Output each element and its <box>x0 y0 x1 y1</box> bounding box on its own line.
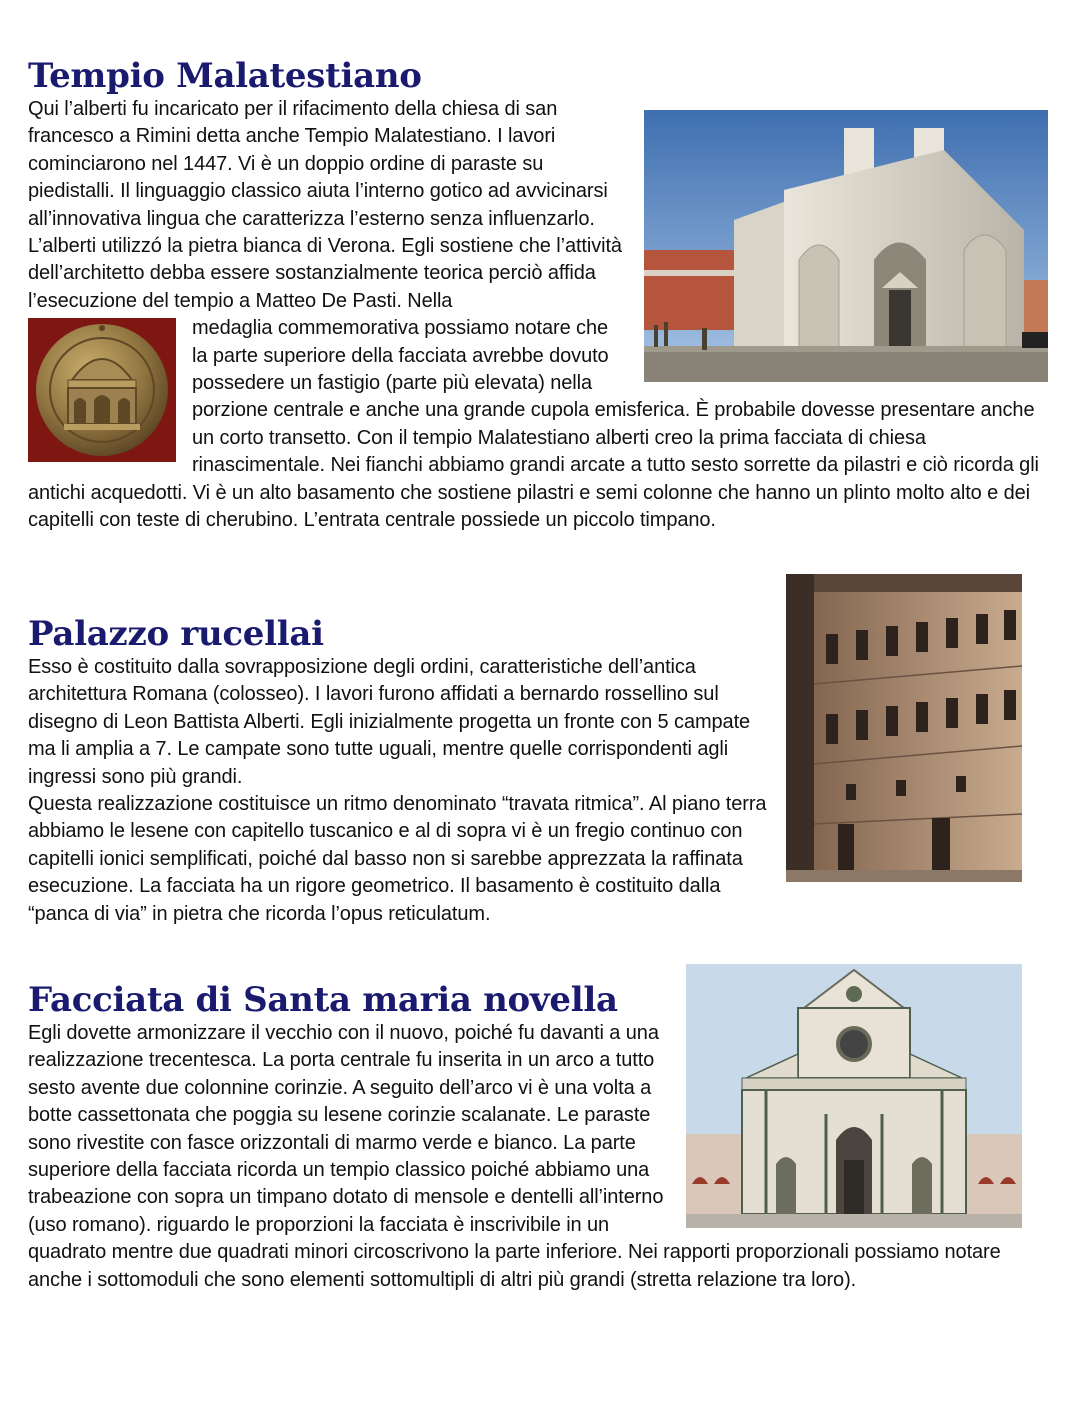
section-santa-maria-novella <box>28 980 1052 1294</box>
section-paragraph-2: Questa realizzazione costituisce un ritmo denominato “travata ritmica”. Al piano terra abbiamo le lesene con capitello tuscanico e al di sopra vi è un fregio continuo con capitelli ionici semplificati, poiché dal basso non si sarebbe apprezzata la raffinata esecuzione. La facciata ha un rigore geometrico. Il basamento è costituito dalla “panca di via” in pietra che ricorda l’opus reticulatum. <box>28 793 767 925</box>
commemorative-medal-photo <box>28 318 176 462</box>
section-paragraph: Esso è costituito dalla sovrapposizione degli ordini, caratteristiche dell’antica architettura Romana (colosseo). I lavori furono affidati a bernardo rossellino sul disegno di Leon Battista Alberti. Egli inizialmente progetta un fronte con 5 campate ma li amplia a 7. Le campate sono tutte uguali, mentre quelle corrispondenti agli ingressi sono più grandi. <box>28 656 751 788</box>
palace-facade-photo <box>786 574 1022 882</box>
section-title: Tempio Malatestiano <box>28 56 422 96</box>
section-paragraph-medal: medaglia commemorativa possiamo notare che la parte superiore della facciata avrebbe dovuto possedere un fastigio (parte più elevata) nella porzione centrale e anche una grande cupola emisferica. È probabile dovesse presentare anche un corto transetto. Con il tempio Malatestiano alberti creo la prima facciata di chiesa rinascimentale. Nei fianchi abbiamo grandi arcate a tutto sesto sorrette da pilastri e ciò ricorda gli antichi acquedotti. Vi è un alto basamento che sostiene pilastri e semi colonne che hanno un plinto molto alto e dei capitelli con teste di cherubino. L’entrata centrale possiede un piccolo timpano. <box>28 317 1039 532</box>
section-paragraph-intro: Qui l’alberti fu incaricato per il rifacimento della chiesa di san francesco a Rimini detta anche Tempio Malatestiano. I lavori cominciarono nel 1447. Vi è un doppio ordine di paraste su piedistalli. Il linguaggio classico aiuta l’interno gotico ad avvicinarsi all’innovativa lingua che caratterizza l’esterno senza influenzarlo. L’alberti utilizzó la pietra bianca di Verona. Egli sostiene che l’attività dell’architetto debba essere sostanzialmente teorica perciò affida l’esecuzione del tempio a Matteo De Pasti. Nella <box>28 98 622 312</box>
section-palazzo-rucellai <box>28 614 1052 928</box>
section-tempio-malatestiano <box>28 56 1052 535</box>
basilica-facade-photo <box>686 964 1022 1228</box>
section-title: Facciata di Santa maria novella <box>28 980 618 1020</box>
section-title: Palazzo rucellai <box>28 614 324 654</box>
section-paragraph: Egli dovette armonizzare il vecchio con il nuovo, poiché fu davanti a una realizzazione trecentesca. La porta centrale fu inserita in un arco a tutto sesto avente due colonnine corinzie. A seguito dell’arco vi è una volta a botte cassettonata che poggia su lesene corinzie scalanate. Le paraste sono rivestite con fasce orizzontali di marmo verde e bianco. La parte superiore della facciata ricorda un tempio classico poiché abbiamo una trabeazione con sopra un timpano dotato di mensole e dentelli all’interno (uso romano). riguardo le proporzioni la facciata è inscrivibile in un quadrato mentre due quadrati minori circoscrivono la parte inferiore. Nei rapporti proporzionali possiamo notare anche i sottomoduli che sono elementi sottomultipli di altri più grandi (stretta relazione tra loro). <box>28 1022 1001 1291</box>
church-facade-photo <box>644 110 1048 382</box>
